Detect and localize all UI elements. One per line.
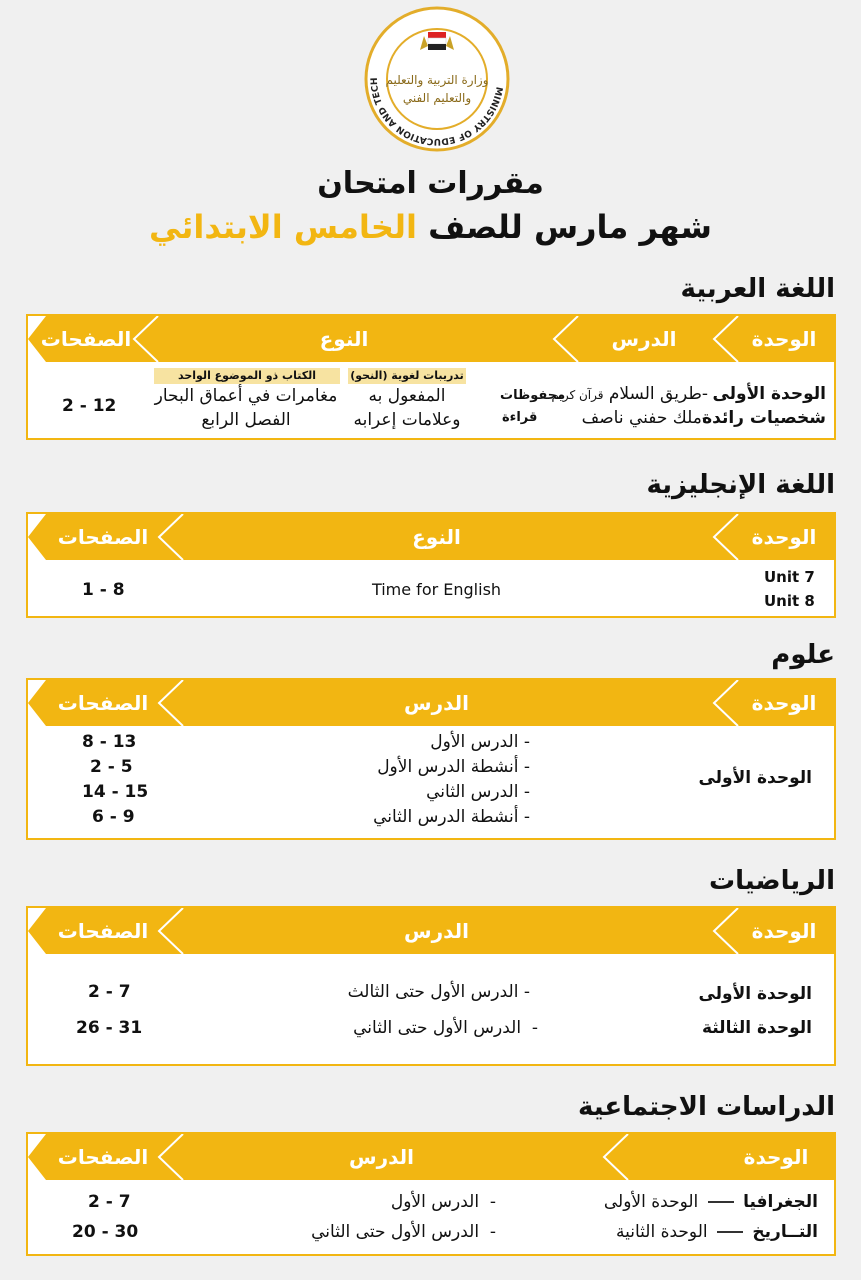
math-unit-2: الوحدة الثالثة <box>701 1018 812 1038</box>
english-section-title: اللغة الإنجليزية <box>646 470 835 500</box>
social-header-lesson: الدرس <box>348 1145 415 1169</box>
science-pages-1: 8 - 13 <box>82 732 137 752</box>
arabic-book-tag: الكتاب ذو الموضوع الواحد <box>154 368 340 384</box>
science-header-lesson: الدرس <box>403 691 470 715</box>
social-header-unit: الوحدة <box>743 1145 809 1169</box>
social-lesson-2: - الدرس الأول حتى الثاني <box>311 1222 496 1242</box>
math-lesson-1-text: الدرس الأول حتى الثالث <box>347 982 519 1002</box>
science-lesson-2-text: أنشطة الدرس الأول <box>377 757 519 777</box>
science-lesson-2: - أنشطة الدرس الأول <box>377 757 530 777</box>
arabic-lesson-1-text: -طريق السلام <box>608 384 708 404</box>
science-lesson-4-text: أنشطة الدرس الثاني <box>373 807 519 827</box>
science-lesson-3: - الدرس الثاني <box>426 782 530 802</box>
science-pages-3: 14 - 15 <box>82 782 149 802</box>
logo-arabic-2: والتعليم الفني <box>402 91 472 105</box>
math-lesson-2: - الدرس الأول حتى الثاني <box>353 1018 538 1038</box>
science-header-pages: الصفحات <box>57 691 149 715</box>
social-lesson-1-text: الدرس الأول <box>390 1192 480 1212</box>
arabic-grammar-2: وعلامات إعرابه <box>353 410 461 430</box>
science-lesson-1-text: الدرس الأول <box>430 732 519 752</box>
science-header-unit: الوحدة <box>751 691 817 715</box>
arabic-lesson-1 <box>552 384 709 404</box>
social-section-title: الدراسات الاجتماعية <box>577 1092 835 1122</box>
social-table <box>26 1132 836 1256</box>
english-table <box>26 512 836 618</box>
math-pages-2: 26 - 31 <box>76 1018 143 1038</box>
science-lesson-3-text: الدرس الثاني <box>426 782 519 802</box>
arabic-section-title: اللغة العربية <box>680 274 835 304</box>
social-lesson-2-text: الدرس الأول حتى الثاني <box>311 1222 480 1242</box>
science-pages-2: 2 - 5 <box>90 757 133 777</box>
arabic-header <box>28 316 834 362</box>
arabic-unit-1: الوحدة الأولى <box>712 384 826 404</box>
english-pages: 1 - 8 <box>82 580 125 600</box>
social-subject-2: التــاريخ <box>752 1222 818 1242</box>
social-header-pages: الصفحات <box>57 1145 149 1169</box>
social-lesson-1: - الدرس الأول <box>390 1192 496 1212</box>
social-row-1-unit <box>604 1192 818 1212</box>
math-unit-1: الوحدة الأولى <box>698 984 812 1004</box>
arabic-lesson-2: -ملك حفني ناصف <box>581 408 708 428</box>
english-type: Time for English <box>371 580 502 599</box>
arabic-header-type: النوع <box>319 327 369 351</box>
arabic-header-lesson: الدرس <box>611 327 677 351</box>
english-header <box>28 514 834 560</box>
social-pages-2: 20 - 30 <box>72 1222 139 1242</box>
math-pages-1: 2 - 7 <box>88 982 131 1002</box>
science-section-title: علوم <box>771 640 835 670</box>
arabic-header-pages: الصفحات <box>40 327 132 351</box>
english-unit-8: Unit 8 <box>764 592 815 610</box>
connector-line <box>708 1201 734 1203</box>
social-pages-1: 2 - 7 <box>88 1192 131 1212</box>
english-header-pages: الصفحات <box>57 525 149 549</box>
english-header-unit: الوحدة <box>751 525 817 549</box>
arabic-memorize: محفوظات <box>500 388 566 403</box>
math-header-pages: الصفحات <box>57 919 149 943</box>
science-unit: الوحدة الأولى <box>698 768 812 788</box>
ministry-logo <box>364 6 510 152</box>
logo-ring-text: MINISTRY OF EDUCATION AND TECH <box>369 77 504 147</box>
subtitle-part1: شهر مارس للصف <box>416 208 712 246</box>
english-header-type: النوع <box>412 525 461 549</box>
page-title: مقررات امتحان <box>317 166 544 201</box>
connector-line <box>717 1231 743 1233</box>
arabic-header-unit: الوحدة <box>751 327 817 351</box>
math-lesson-1: - الدرس الأول حتى الثالث <box>347 982 530 1002</box>
arabic-grammar-tag: تدريبات لغوية (النحو) <box>348 368 466 384</box>
math-header-unit: الوحدة <box>751 919 817 943</box>
arabic-book-1: مغامرات في أعماق البحار <box>154 386 338 406</box>
social-header <box>28 1134 834 1180</box>
science-header <box>28 680 834 726</box>
math-header <box>28 908 834 954</box>
social-unit-2: الوحدة الثانية <box>615 1222 708 1242</box>
arabic-unit-2: شخصيات رائدة <box>702 408 826 428</box>
science-table <box>26 678 836 840</box>
arabic-grammar-1: المفعول به <box>368 386 446 406</box>
math-header-lesson: الدرس <box>403 919 470 943</box>
math-table <box>26 906 836 1066</box>
social-subject-1: الجغرافيا <box>743 1192 818 1212</box>
science-lesson-4: - أنشطة الدرس الثاني <box>373 807 530 827</box>
arabic-table <box>26 314 836 440</box>
subtitle-highlight: الخامس الابتدائي <box>148 208 417 246</box>
math-lesson-2-text: الدرس الأول حتى الثاني <box>353 1018 522 1038</box>
science-lesson-1: - الدرس الأول <box>430 732 530 752</box>
arabic-book-2: الفصل الرابع <box>201 410 291 430</box>
arabic-reading: قراءة <box>502 410 538 425</box>
science-pages-4: 6 - 9 <box>92 807 135 827</box>
arabic-lesson-1-note: قرآن كريم <box>551 388 604 402</box>
math-section-title: الرياضيات <box>708 866 835 896</box>
social-row-2-unit <box>616 1222 818 1242</box>
english-unit-7: Unit 7 <box>764 568 815 586</box>
arabic-pages: 2 - 12 <box>62 396 117 416</box>
logo-arabic-1: وزارة التربية والتعليم <box>385 73 489 87</box>
page-subtitle <box>0 208 861 246</box>
social-unit-1: الوحدة الأولى <box>603 1192 699 1212</box>
